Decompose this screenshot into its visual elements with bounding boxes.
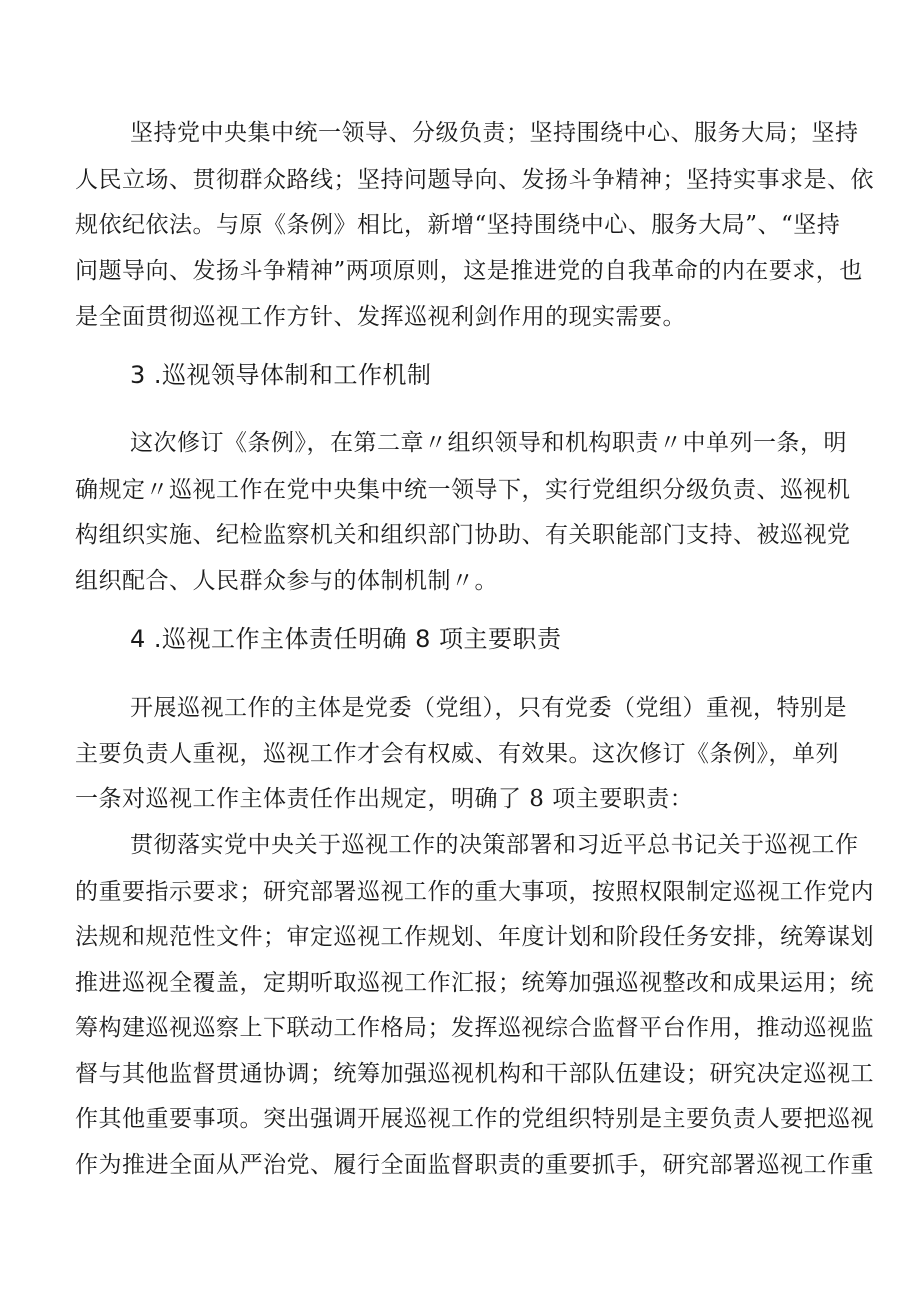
- para1-line-4: 问题导向、发扬斗争精神”两项原则，这是推进党的自我革命的内在要求，也: [75, 258, 863, 284]
- para4-line-5: 筹构建巡视巡察上下联动工作格局；发挥巡视综合监督平台作用，推动巡视监: [75, 1015, 874, 1041]
- para1-line-5: 是全面贯彻巡视工作方针、发挥巡视利剑作用的现实需要。: [75, 304, 686, 330]
- para3-line-3: 一条对巡视工作主体责任作出规定，明确了 8 项主要职责：: [75, 786, 694, 812]
- para1-line-3: 规依纪依法。与原《条例》相比，新增“坚持围绕中心、服务大局”、“坚持: [75, 212, 841, 238]
- para4-line-4: 推进巡视全覆盖，定期听取巡视工作汇报；统筹加强巡视整改和成果运用；统: [75, 970, 874, 996]
- para2-line-1: 这次修订《条例》，在第二章〃组织领导和机构职责〃中单列一条，明: [130, 430, 847, 456]
- para4-line-6: 督与其他监督贯通协调；统筹加强巡视机构和干部队伍建设；研究决定巡视工: [75, 1061, 874, 1087]
- para4-line-3: 法规和规范性文件；审定巡视工作规划、年度计划和阶段任务安排，统筹谋划: [75, 924, 874, 950]
- para2-line-3: 构组织实施、纪检监察机关和组织部门协助、有关职能部门支持、被巡视党: [75, 522, 851, 548]
- para4-line-8: 作为推进全面从严治党、履行全面监督职责的重要抓手，研究部署巡视工作重: [75, 1152, 874, 1178]
- para4-line-7: 作其他重要事项。突出强调开展巡视工作的党组织特别是主要负责人要把巡视: [75, 1106, 874, 1132]
- para3-line-2: 主要负责人重视，巡视工作才会有权威、有效果。这次修订《条例》，单列: [75, 741, 839, 767]
- para3-line-1: 开展巡视工作的主体是党委（党组），只有党委（党组）重视，特别是: [130, 695, 847, 721]
- para4-line-2: 的重要指示要求；研究部署巡视工作的重大事项，按照权限制定巡视工作党内: [75, 879, 874, 905]
- para4-line-1: 贯彻落实党中央关于巡视工作的决策部署和习近平总书记关于巡视工作: [130, 832, 859, 858]
- section-heading-3: 3 .巡视领导体制和工作机制: [130, 361, 432, 389]
- section-heading-4: 4 .巡视工作主体责任明确 8 项主要职责: [130, 625, 562, 653]
- para2-line-2: 确规定〃巡视工作在党中央集中统一领导下，实行党组织分级负责、巡视机: [75, 477, 851, 503]
- para1-line-2: 人民立场、贯彻群众路线；坚持问题导向、发扬斗争精神；坚持实事求是、依: [75, 167, 874, 193]
- para1-line-1: 坚持党中央集中统一领导、分级负责；坚持围绕中心、服务大局；坚持: [130, 120, 859, 146]
- para2-line-4: 组织配合、人民群众参与的体制机制〃。: [75, 568, 498, 594]
